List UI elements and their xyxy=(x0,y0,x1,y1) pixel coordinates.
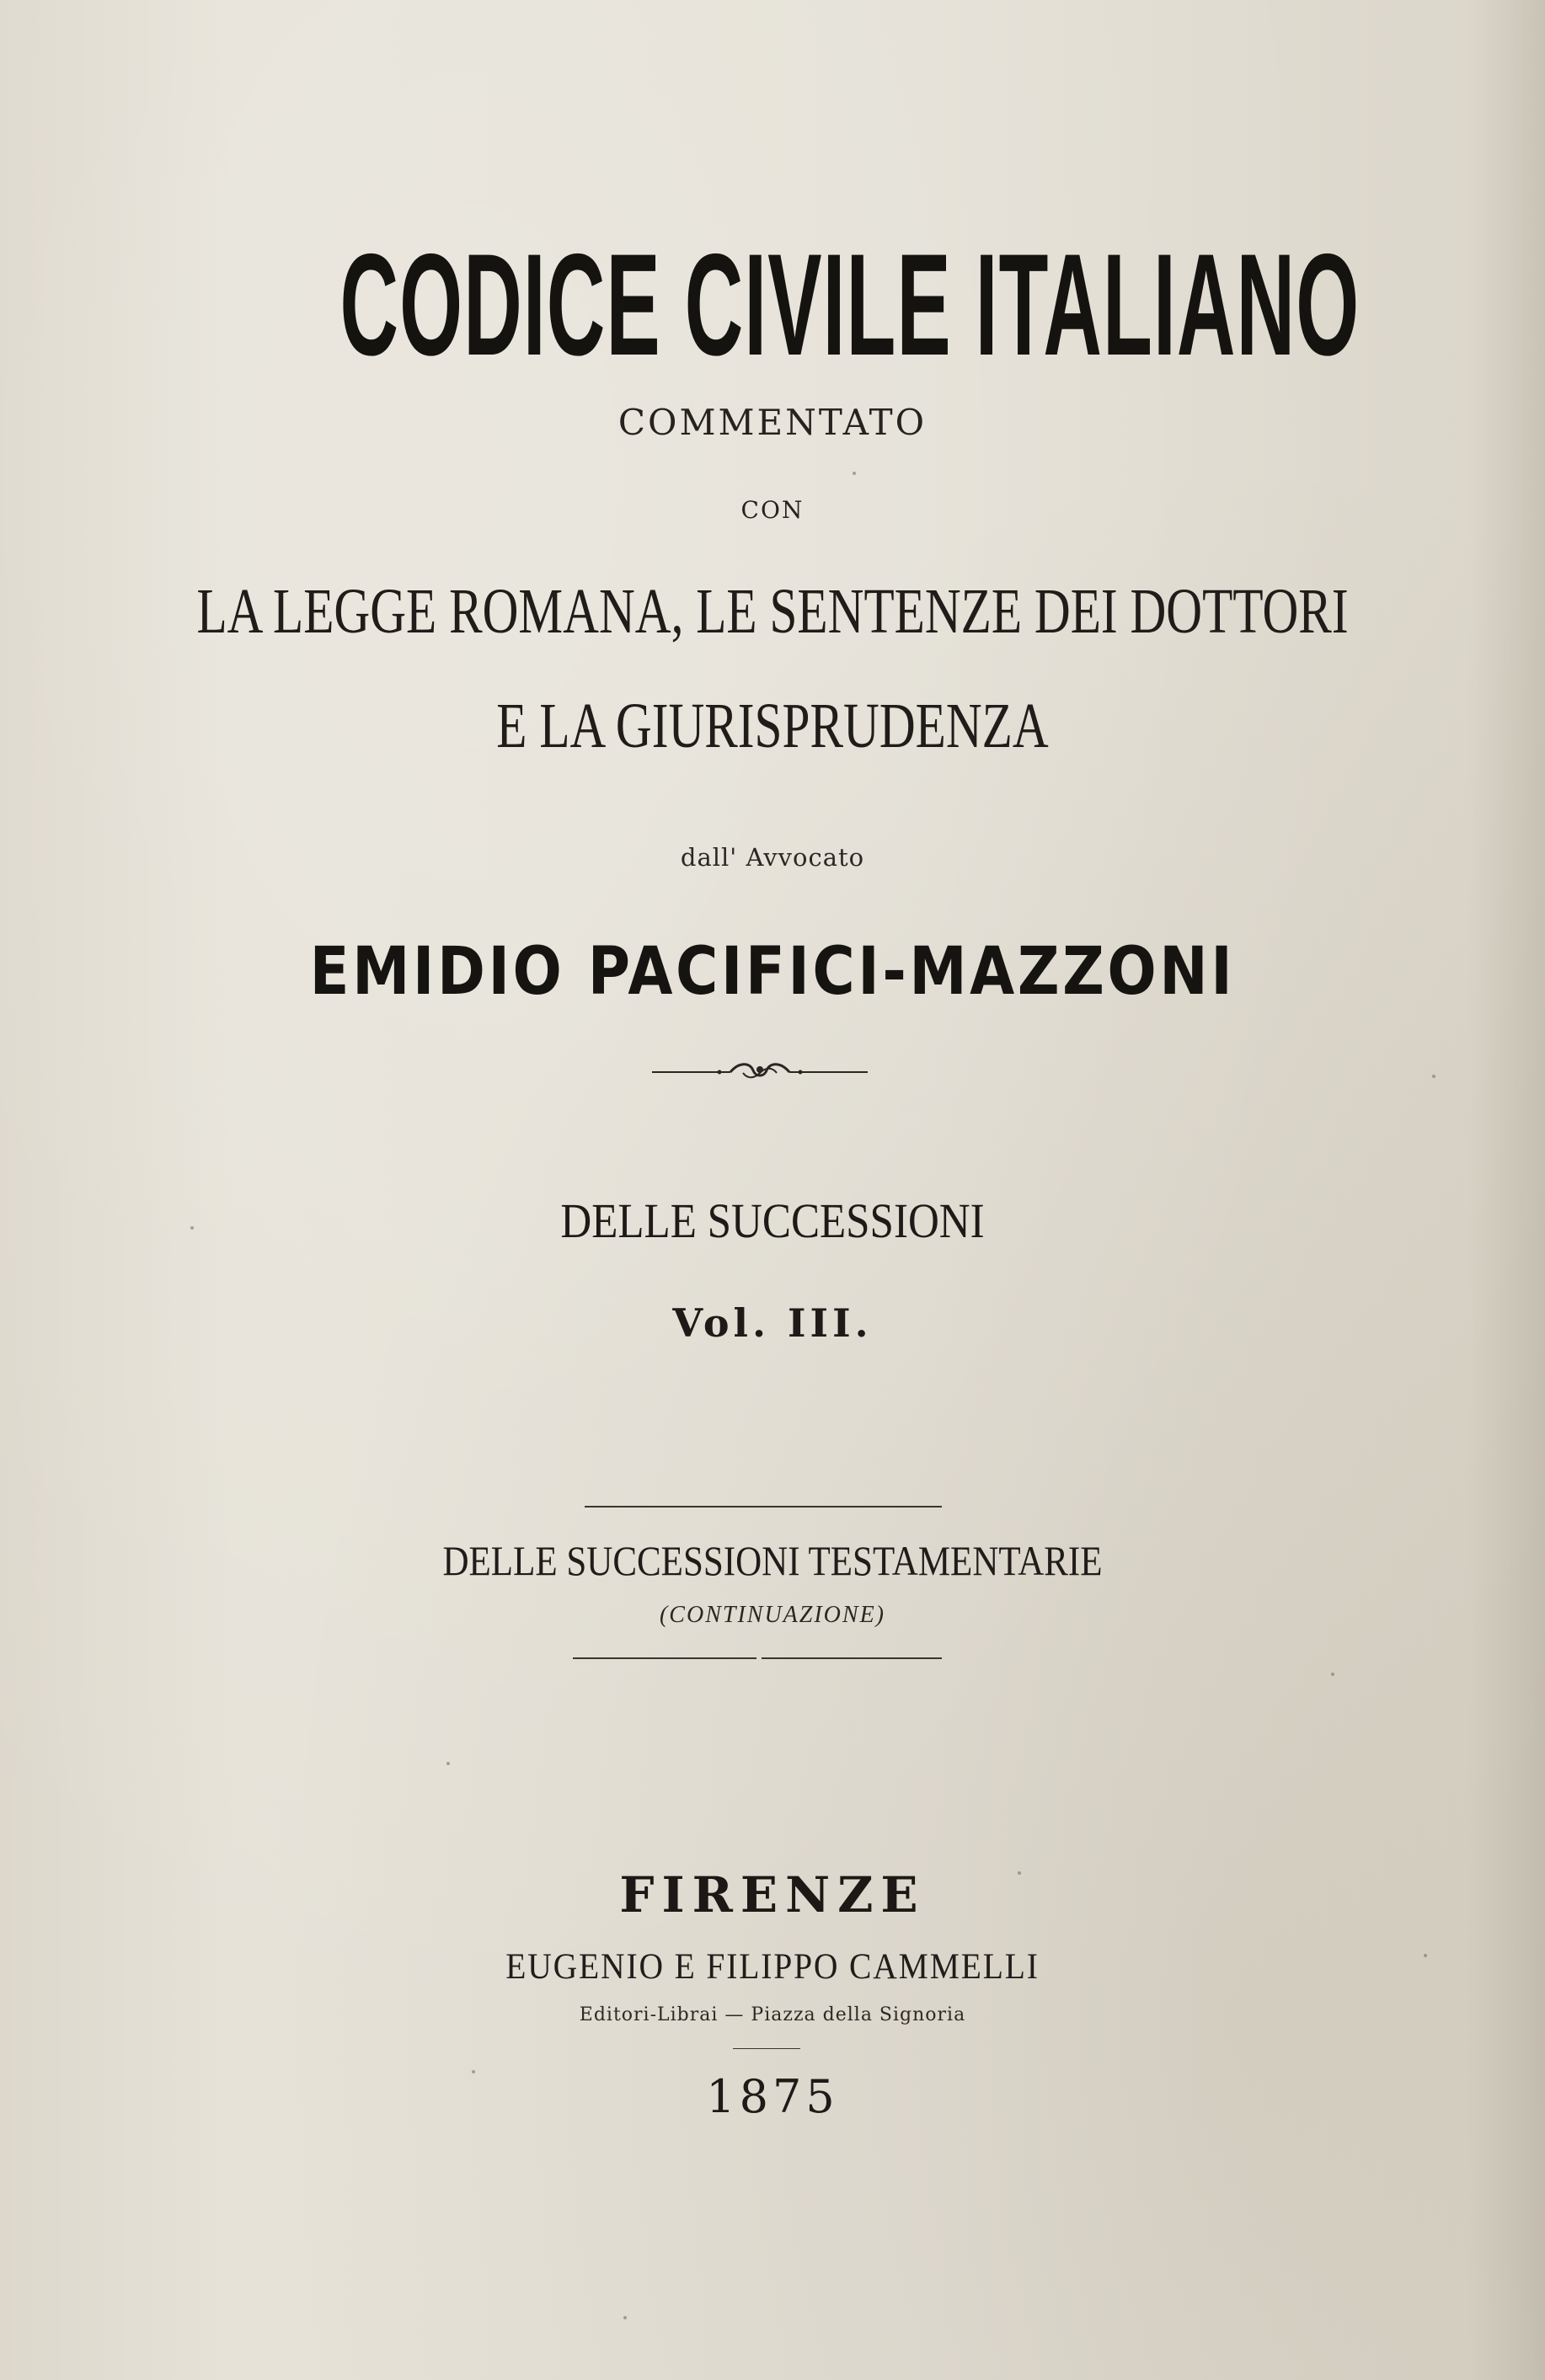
divider-bottom-left xyxy=(573,1657,756,1659)
description-line-2: E LA GIURISPRUDENZA xyxy=(496,691,1049,761)
paper-speck xyxy=(1331,1673,1334,1676)
divider-top xyxy=(585,1506,942,1508)
section-title: DELLE SUCCESSIONI xyxy=(560,1193,985,1248)
publication-year: 1875 xyxy=(706,2070,839,2123)
subsection-note: (CONTINUAZIONE) xyxy=(659,1602,885,1628)
paper-speck xyxy=(623,2316,627,2319)
paper-speck xyxy=(446,1762,450,1765)
subsection-title: DELLE SUCCESSIONI TESTAMENTARIE xyxy=(442,1537,1103,1584)
publisher-name: EUGENIO E FILIPPO CAMMELLI xyxy=(505,1947,1040,1987)
author-name: EMIDIO PACIFICI-MAZZONI xyxy=(309,934,1236,1010)
description-line-1: LA LEGGE ROMANA, LE SENTENZE DEI DOTTORI xyxy=(196,576,1349,647)
divider-bottom-right xyxy=(762,1657,942,1659)
year-divider xyxy=(733,2048,800,2049)
printer-ornament-icon xyxy=(650,1059,869,1085)
conjunction: CON xyxy=(740,496,805,524)
publication-city: FIRENZE xyxy=(619,1866,926,1924)
book-subtitle: COMMENTATO xyxy=(617,402,928,443)
book-title: CODICE CIVILE ITALIANO xyxy=(339,224,1361,386)
paper-speck xyxy=(1432,1075,1435,1078)
paper-speck xyxy=(853,472,856,475)
byline: dall' Avvocato xyxy=(680,843,865,872)
publisher-address: Editori-Librai — Piazza della Signoria xyxy=(579,2004,966,2025)
volume-label: Vol. III. xyxy=(672,1300,873,1346)
